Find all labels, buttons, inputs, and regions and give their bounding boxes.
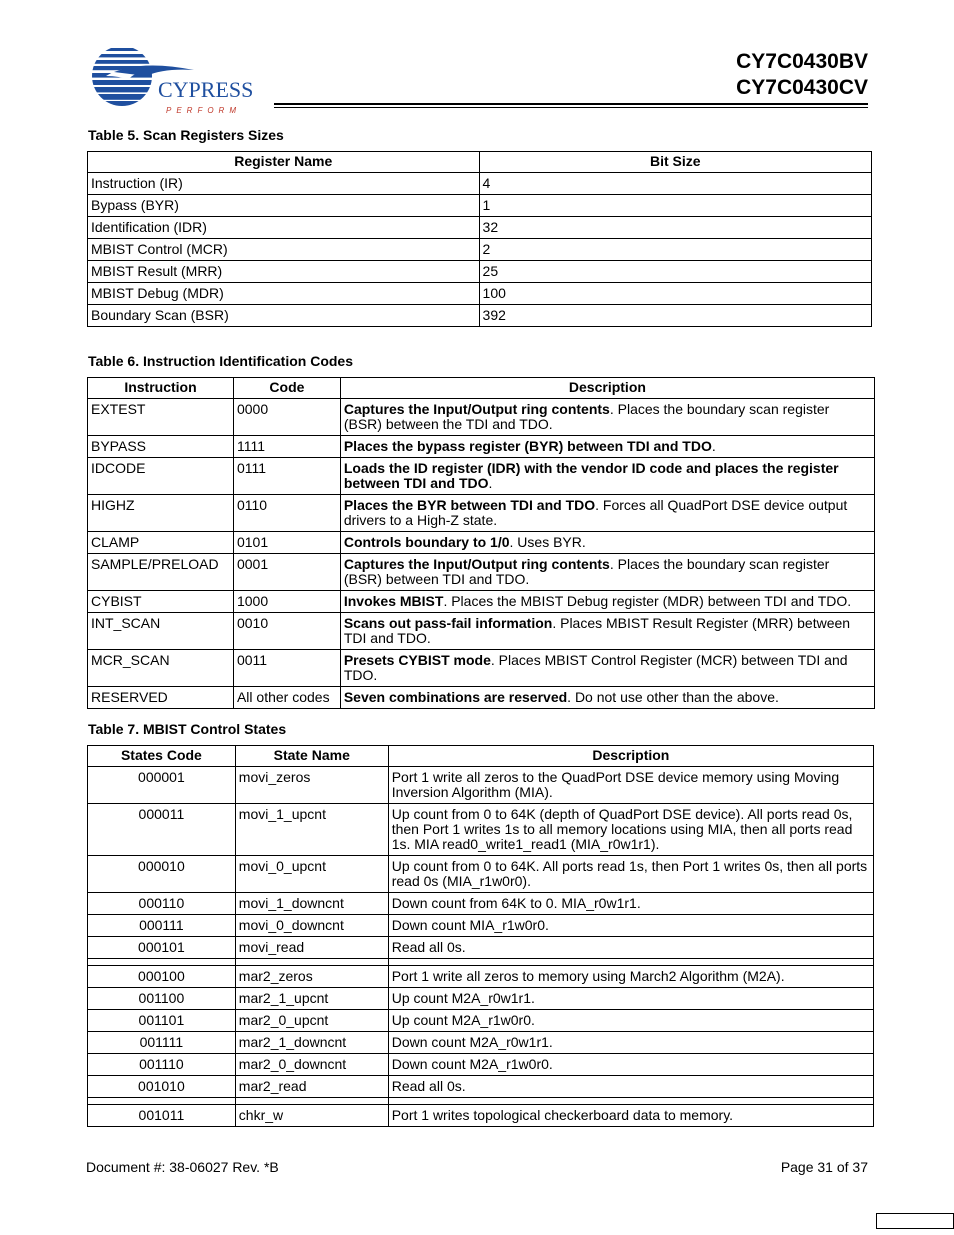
- bit-size: 32: [479, 217, 871, 239]
- description: Down count M2A_r1w0r0.: [388, 1054, 873, 1076]
- blank-row: [88, 1098, 874, 1105]
- table-row: [88, 591, 875, 613]
- table-row: [88, 173, 872, 195]
- part-number-2: CY7C0430CV: [736, 76, 868, 99]
- table-row: [88, 893, 874, 915]
- states-code: 001111: [88, 1032, 236, 1054]
- register-name: Boundary Scan (BSR): [88, 305, 480, 327]
- description-rest: . Uses BYR.: [509, 534, 586, 550]
- description-rest: . Forces all QuadPort DSE device output drivers to a High-Z state.: [343, 497, 848, 528]
- column-header: Bit Size: [479, 152, 871, 173]
- states-code: 000011: [88, 804, 236, 856]
- description-bold: Places the BYR between TDI and TDO: [343, 497, 596, 513]
- instruction: CYBIST: [88, 591, 234, 613]
- state-name: mar2_1_downcnt: [235, 1032, 388, 1054]
- code: 0010: [233, 613, 340, 650]
- table-row: [88, 305, 872, 327]
- description: [340, 399, 874, 436]
- code: 0011: [233, 650, 340, 687]
- column-header: State Name: [235, 746, 388, 767]
- description: Port 1 writes topological checkerboard data to memory.: [388, 1105, 873, 1127]
- mbist-control-states-table: [87, 745, 874, 1127]
- code: 0000: [233, 399, 340, 436]
- table-row: [88, 966, 874, 988]
- state-name: movi_zeros: [235, 767, 388, 804]
- states-code: 001011: [88, 1105, 236, 1127]
- column-header: States Code: [88, 746, 236, 767]
- description-rest: . Places MBIST Result Register (MRR) between TDI and TDO.: [343, 615, 851, 646]
- states-code: 000010: [88, 856, 236, 893]
- table5-caption: Table 5. Scan Registers Sizes: [88, 127, 284, 143]
- register-name: MBIST Result (MRR): [88, 261, 480, 283]
- states-code: 000100: [88, 966, 236, 988]
- code: 1000: [233, 591, 340, 613]
- description: Port 1 write all zeros to memory using March2 Algorithm (M2A).: [388, 966, 873, 988]
- logo-tagline: PERFORM: [166, 106, 241, 115]
- column-header: Register Name: [88, 152, 480, 173]
- description: Up count M2A_r0w1r1.: [388, 988, 873, 1010]
- table-row: [88, 804, 874, 856]
- logo-wordmark: CYPRESS: [158, 77, 254, 102]
- state-name: mar2_0_downcnt: [235, 1054, 388, 1076]
- table-row: [88, 1054, 874, 1076]
- bit-size: 4: [479, 173, 871, 195]
- instruction: EXTEST: [88, 399, 234, 436]
- state-name: movi_0_downcnt: [235, 915, 388, 937]
- description: Read all 0s.: [388, 937, 873, 959]
- description-bold: Presets CYBIST mode: [343, 652, 491, 668]
- description: Down count M2A_r0w1r1.: [388, 1032, 873, 1054]
- table-row: [88, 436, 875, 458]
- table7-caption: Table 7. MBIST Control States: [88, 721, 287, 737]
- table-row: [88, 687, 875, 709]
- description: [340, 458, 874, 495]
- corner-box: [876, 1213, 954, 1229]
- table-row: [88, 532, 875, 554]
- state-name: chkr_w: [235, 1105, 388, 1127]
- description: Down count from 64K to 0. MIA_r0w1r1.: [388, 893, 873, 915]
- code: 0110: [233, 495, 340, 532]
- state-name: movi_0_upcnt: [235, 856, 388, 893]
- description-rest: . Do not use other than the above.: [567, 689, 779, 705]
- description: [340, 687, 874, 709]
- states-code: 001101: [88, 1010, 236, 1032]
- states-code: 001100: [88, 988, 236, 1010]
- table-header-row: [88, 378, 875, 399]
- description-rest: . Places the boundary scan register (BSR) between TDI and TDO.: [343, 556, 830, 587]
- description: [340, 591, 874, 613]
- register-name: MBIST Debug (MDR): [88, 283, 480, 305]
- states-code: 001010: [88, 1076, 236, 1098]
- scan-registers-table: [87, 151, 872, 327]
- table6-caption: Table 6. Instruction Identification Codes: [88, 353, 353, 369]
- instruction: HIGHZ: [88, 495, 234, 532]
- instruction: CLAMP: [88, 532, 234, 554]
- state-name: movi_read: [235, 937, 388, 959]
- table-row: [88, 399, 875, 436]
- table-row: [88, 988, 874, 1010]
- table-row: [88, 915, 874, 937]
- table-row: [88, 195, 872, 217]
- column-header: Description: [388, 746, 873, 767]
- table-row: [88, 613, 875, 650]
- table-row: [88, 1076, 874, 1098]
- description: Up count M2A_r1w0r0.: [388, 1010, 873, 1032]
- table-row: [88, 217, 872, 239]
- code: 0101: [233, 532, 340, 554]
- description-bold: Captures the Input/Output ring contents: [343, 401, 610, 417]
- table-row: [88, 1032, 874, 1054]
- page-number: Page 31 of 37: [780, 1159, 868, 1175]
- column-header: Instruction: [88, 378, 234, 399]
- table-row: [88, 554, 875, 591]
- bit-size: 100: [479, 283, 871, 305]
- description: [340, 650, 874, 687]
- states-code: 000001: [88, 767, 236, 804]
- description: Up count from 0 to 64K. All ports read 1s, then Port 1 writes 0s, then all ports read 0s (MIA_r1w0r0).: [388, 856, 873, 893]
- description: Read all 0s.: [388, 1076, 873, 1098]
- column-header: Description: [340, 378, 874, 399]
- instruction: RESERVED: [88, 687, 234, 709]
- description-bold: Captures the Input/Output ring contents: [343, 556, 610, 572]
- description: Port 1 write all zeros to the QuadPort DSE device memory using Moving Inversion Algorithm (MIA).: [388, 767, 873, 804]
- bit-size: 2: [479, 239, 871, 261]
- description-bold: Invokes MBIST: [343, 593, 444, 609]
- description-rest: . Places the MBIST Debug register (MDR) between TDI and TDO.: [443, 593, 852, 609]
- table-row: [88, 767, 874, 804]
- instruction: INT_SCAN: [88, 613, 234, 650]
- description: [340, 436, 874, 458]
- table-row: [88, 856, 874, 893]
- state-name: movi_1_downcnt: [235, 893, 388, 915]
- description-bold: Scans out pass-fail information: [343, 615, 553, 631]
- description-bold: Places the bypass register (BYR) between TDI and TDO: [343, 438, 712, 454]
- bit-size: 392: [479, 305, 871, 327]
- description: Down count MIA_r1w0r0.: [388, 915, 873, 937]
- states-code: 001110: [88, 1054, 236, 1076]
- description-bold: Seven combinations are reserved: [343, 689, 568, 705]
- description-rest: .: [711, 438, 716, 454]
- state-name: mar2_zeros: [235, 966, 388, 988]
- code: 0111: [233, 458, 340, 495]
- code: 0001: [233, 554, 340, 591]
- instruction: BYPASS: [88, 436, 234, 458]
- bit-size: 25: [479, 261, 871, 283]
- description-bold: Controls boundary to 1/0: [343, 534, 510, 550]
- description: [340, 554, 874, 591]
- document-number: Document #: 38-06027 Rev. *B: [86, 1159, 279, 1175]
- instruction-codes-table: [87, 377, 875, 709]
- column-header: Code: [233, 378, 340, 399]
- table-row: [88, 1010, 874, 1032]
- instruction: SAMPLE/PRELOAD: [88, 554, 234, 591]
- register-name: Identification (IDR): [88, 217, 480, 239]
- part-numbers: [736, 49, 868, 101]
- table-row: [88, 495, 875, 532]
- states-code: 000101: [88, 937, 236, 959]
- instruction: MCR_SCAN: [88, 650, 234, 687]
- register-name: Instruction (IR): [88, 173, 480, 195]
- blank-row: [88, 959, 874, 966]
- state-name: mar2_1_upcnt: [235, 988, 388, 1010]
- table-row: [88, 650, 875, 687]
- description: [340, 613, 874, 650]
- state-name: mar2_read: [235, 1076, 388, 1098]
- instruction: IDCODE: [88, 458, 234, 495]
- table-header-row: [88, 152, 872, 173]
- description-rest: . Places MBIST Control Register (MCR) between TDI and TDO.: [343, 652, 848, 683]
- states-code: 000111: [88, 915, 236, 937]
- description-rest: .: [488, 475, 493, 491]
- table-row: [88, 458, 875, 495]
- state-name: mar2_0_upcnt: [235, 1010, 388, 1032]
- register-name: MBIST Control (MCR): [88, 239, 480, 261]
- state-name: movi_1_upcnt: [235, 804, 388, 856]
- description: [340, 532, 874, 554]
- description: Up count from 0 to 64K (depth of QuadPort DSE device). All ports read 0s, then Port 1 writes 1s to all memory locations using MIA, then all ports read 1s. MIA read0_write1_read1 (MIA_r0w1r1).: [388, 804, 873, 856]
- description-rest: . Places the boundary scan register (BSR) between the TDI and TDO.: [343, 401, 830, 432]
- table-row: [88, 1105, 874, 1127]
- table-row: [88, 261, 872, 283]
- description: [340, 495, 874, 532]
- header-rule-thin: [274, 107, 868, 108]
- table-row: [88, 937, 874, 959]
- part-number-1: CY7C0430BV: [736, 50, 868, 73]
- table-header-row: [88, 746, 874, 767]
- table-row: [88, 239, 872, 261]
- description-bold: Loads the ID register (IDR) with the vendor ID code and places the register between TDI and TDO: [343, 460, 839, 491]
- cypress-logo: [84, 46, 259, 118]
- header-rule: [274, 103, 868, 105]
- register-name: Bypass (BYR): [88, 195, 480, 217]
- states-code: 000110: [88, 893, 236, 915]
- code: All other codes: [233, 687, 340, 709]
- bit-size: 1: [479, 195, 871, 217]
- table-row: [88, 283, 872, 305]
- code: 1111: [233, 436, 340, 458]
